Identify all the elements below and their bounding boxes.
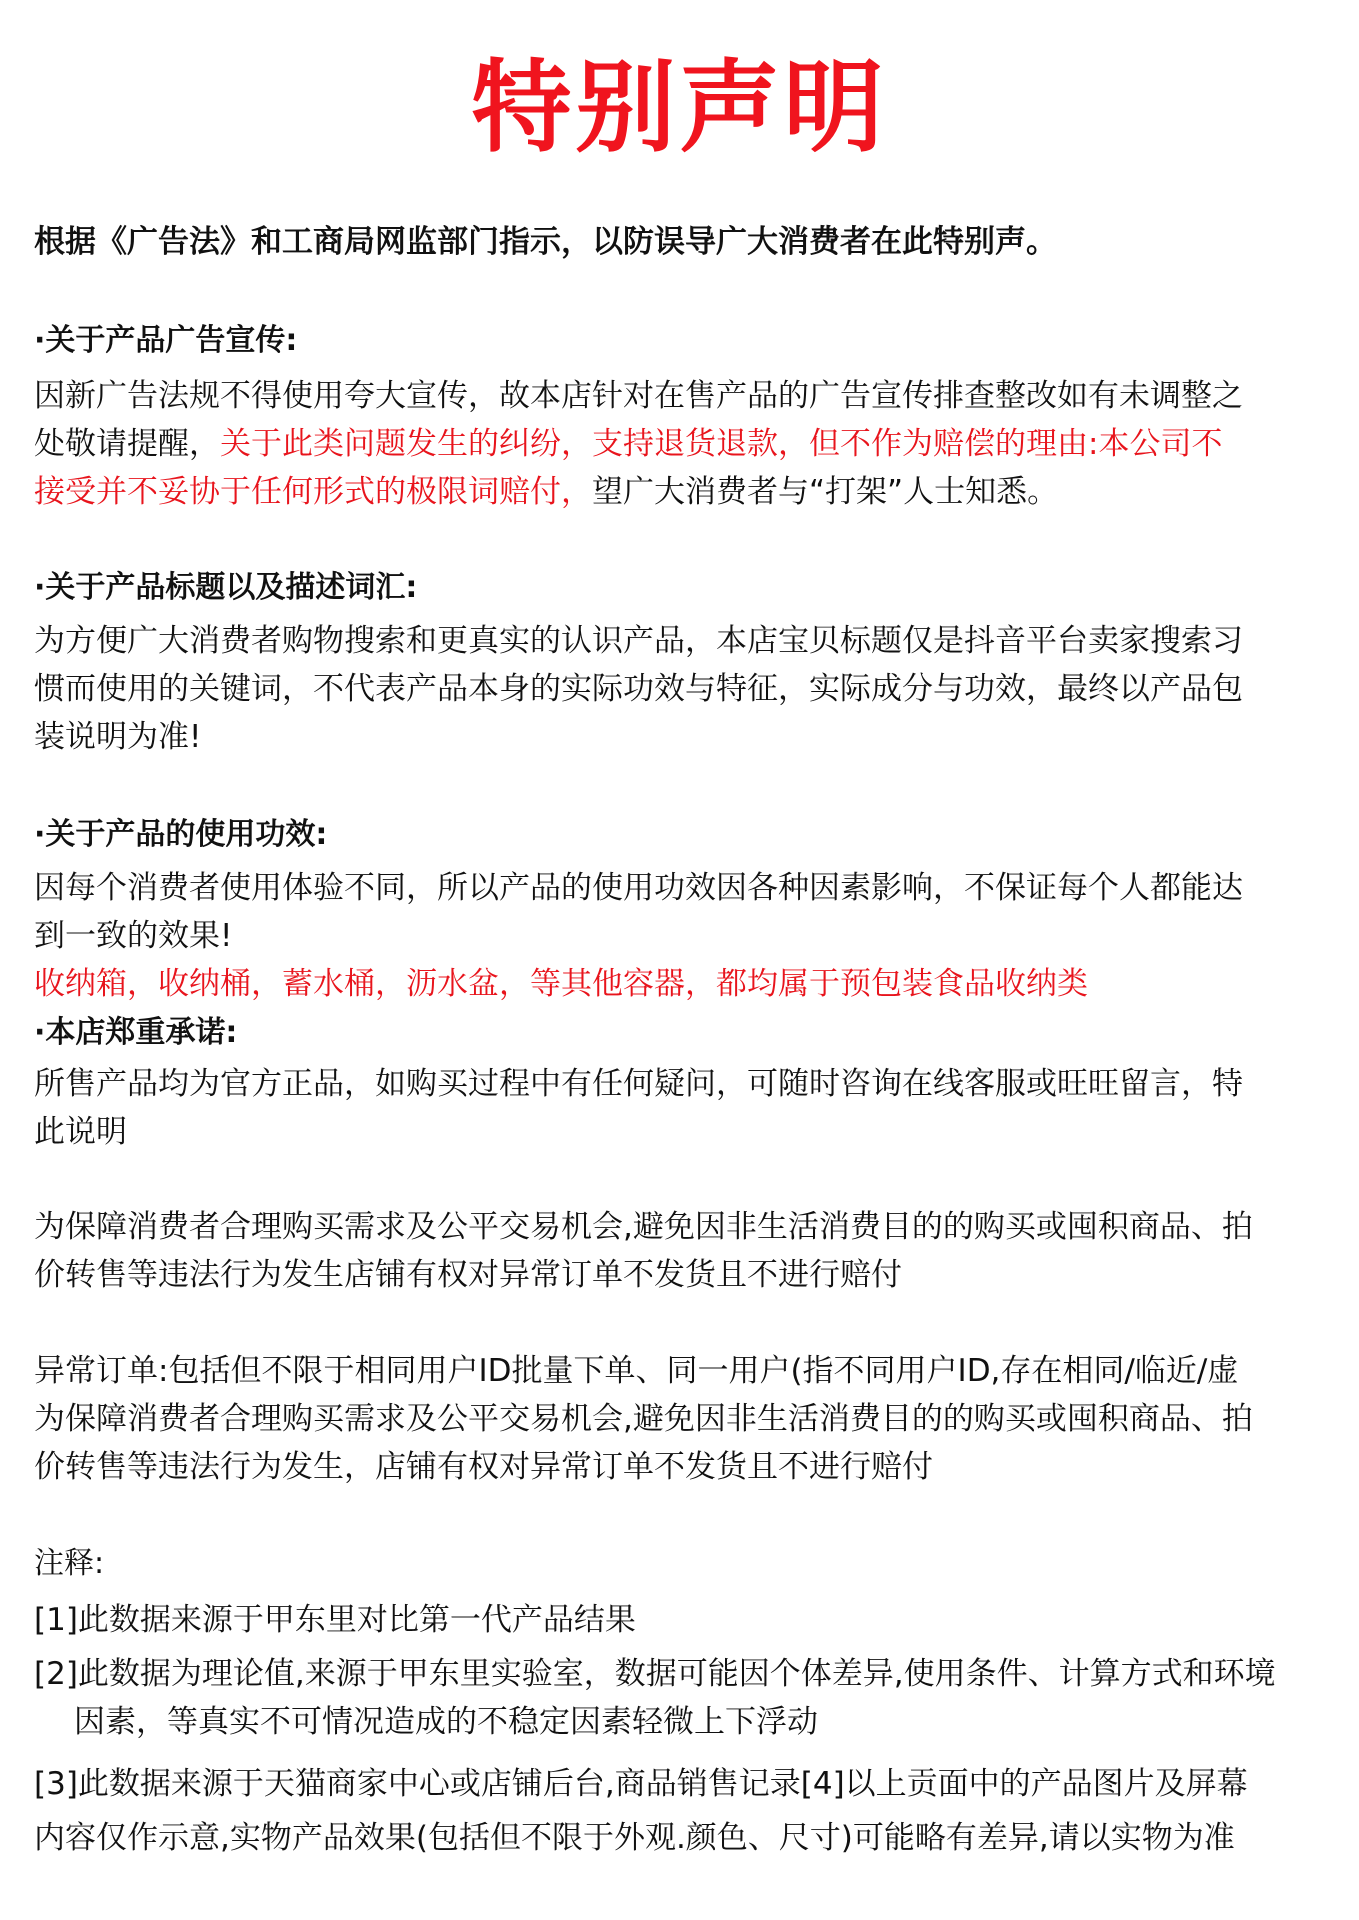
- body-line: 所售产品均为官方正品，如购买过程中有任何疑问，可随时咨询在线客服或旺旺留言，特: [34, 1066, 1243, 1102]
- note-line: [1]此数据来源于甲东里对比第一代产品结果: [34, 1602, 636, 1638]
- section-heading-advertising: ·关于产品广告宣传:: [34, 323, 298, 358]
- note-item: [34, 1596, 1334, 1644]
- note-item: [34, 1760, 1334, 1862]
- highlight-text: 关于此类问题发生的纠纷，支持退货退款，但不作为赔偿的理由:本公司不: [220, 426, 1223, 462]
- body-line: 为方便广大消费者购物搜索和更真实的认识产品，本店宝贝标题仅是抖音平台卖家搜索习: [34, 623, 1243, 659]
- notes-label: 注释:: [34, 1546, 105, 1581]
- highlight-line: 收纳箱，收纳桶，蓄水桶，沥水盆，等其他容器，都均属于预包装食品收纳类: [34, 966, 1088, 1002]
- body-line: 价转售等违法行为发生，店铺有权对异常订单不发货且不进行赔付: [34, 1449, 933, 1485]
- body-line-mixed: [34, 468, 1334, 516]
- body-line: 价转售等违法行为发生店铺有权对异常订单不发货且不进行赔付: [34, 1257, 902, 1293]
- note-line: [3]此数据来源于天猫商家中心或店铺后台,商品销售记录[4]以上贡面中的产品图片及屏幕: [34, 1766, 1248, 1802]
- consumer-protection-paragraph: [34, 1203, 1334, 1299]
- body-line: 此说明: [34, 1114, 127, 1150]
- page-title: 特别声明: [471, 49, 888, 166]
- body-text: 处敬请提醒，: [34, 426, 220, 462]
- note-line-continued: 内容仅作示意,实物产品效果(包括但不限于外观.颜色、尺寸)可能略有差异,请以实物为准: [34, 1820, 1235, 1856]
- section-heading-titles: ·关于产品标题以及描述词汇:: [34, 570, 418, 605]
- body-line: 到一致的效果!: [34, 918, 233, 954]
- section-body-promise: [34, 1060, 1334, 1156]
- body-line: 因每个消费者使用体验不同，所以产品的使用功效因各种因素影响，不保证每个人都能达: [34, 870, 1243, 906]
- section-body-efficacy: [34, 864, 1334, 1008]
- body-text: 望广大消费者与“打架”人士知悉。: [592, 474, 1059, 510]
- body-line-mixed: [34, 420, 1334, 468]
- body-line: 为保障消费者合理购买需求及公平交易机会,避免因非生活消费目的的购买或囤积商品、拍: [34, 1209, 1253, 1245]
- body-line: 为保障消费者合理购买需求及公平交易机会,避免因非生活消费目的的购买或囤积商品、拍: [34, 1401, 1253, 1437]
- body-line: 异常订单:包括但不限于相同用户ID批量下单、同一用户(指不同用户ID,存在相同/临近/虚: [34, 1353, 1239, 1389]
- section-heading-efficacy: ·关于产品的使用功效:: [34, 817, 328, 852]
- note-item: [34, 1650, 1334, 1746]
- note-line-continued: 因素，等真实不可情况造成的不稳定因素轻微上下浮动: [74, 1704, 818, 1740]
- section-body-titles: [34, 617, 1334, 761]
- body-line: 装说明为准!: [34, 719, 202, 755]
- note-line: [2]此数据为理论值,来源于甲东里实验室，数据可能因个体差异,使用条件、计算方式和环境: [34, 1656, 1276, 1692]
- section-body-advertising: [34, 372, 1334, 516]
- section-heading-promise: ·本店郑重承诺:: [34, 1015, 238, 1050]
- body-line: 惯而使用的关键词，不代表产品本身的实际功效与特征，实际成分与功效，最终以产品包: [34, 671, 1243, 707]
- highlight-text: 接受并不妥协于任何形式的极限词赔付，: [34, 474, 592, 510]
- body-line: 因新广告法规不得使用夸大宣传，故本店针对在售产品的广告宣传排查整改如有未调整之: [34, 378, 1243, 414]
- intro-text: 根据《广告法》和工商局网监部门指示，以防误导广大消费者在此特别声。: [34, 224, 1057, 260]
- abnormal-orders-paragraph: [34, 1347, 1334, 1491]
